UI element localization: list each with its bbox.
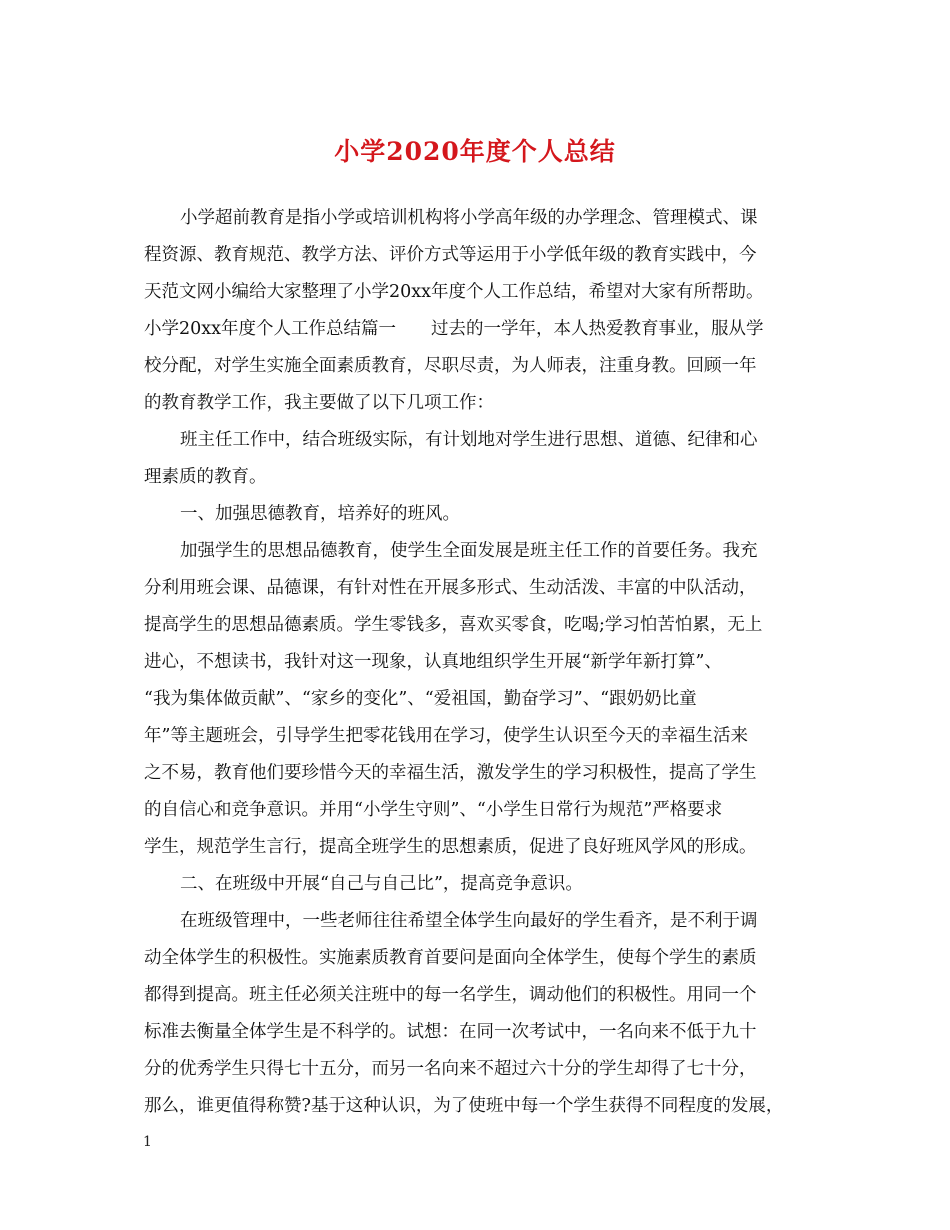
document-body xyxy=(144,200,810,1125)
paragraph-line: 学生，规范学生言行，提高全班学生的思想素质，促进了良好班风学风的形成。 xyxy=(144,837,757,857)
paragraph-line: 的教育教学工作，我主要做了以下几项工作： xyxy=(144,393,494,413)
paragraph-line: 之不易，教育他们要珍惜今天的幸福生活，激发学生的学习积极性，提高了学生 xyxy=(144,763,757,783)
paragraph-line: 加强学生的思想品德教育，使学生全面发展是班主任工作的首要任务。我充 xyxy=(180,541,758,561)
paragraph-line: 的自信心和竞争意识。并用“小学生守则”、“小学生日常行为规范”严格要求 xyxy=(144,800,723,820)
paragraph-line: 程资源、教育规范、教学方法、评价方式等运用于小学低年级的教育实践中，今 xyxy=(144,245,757,265)
paragraph-line: 校分配，对学生实施全面素质教育，尽职尽责，为人师表，注重身教。回顾一年 xyxy=(144,356,757,376)
paragraph-line: 提高学生的思想品德素质。学生零钱多，喜欢买零食，吃喝;学习怕苦怕累，无上 xyxy=(144,615,763,635)
paragraph-line: 小学超前教育是指小学或培训机构将小学高年级的办学理念、管理模式、课 xyxy=(180,208,758,228)
paragraph-line: 标准去衡量全体学生是不科学的。试想：在同一次考试中，一名向来不低于九十 xyxy=(144,1022,757,1042)
paragraph-line: “我为集体做贡献”、“家乡的变化”、“爱祖国，勤奋学习”、“跟奶奶比童 xyxy=(144,689,697,709)
document-title: 小学2020年度个人总结 xyxy=(334,137,616,166)
paragraph-line: 都得到提高。班主任必须关注班中的每一名学生，调动他们的积极性。用同一个 xyxy=(144,985,757,1005)
paragraph-line: 小学20xx年度个人工作总结篇一 过去的一学年，本人热爱教育事业，服从学 xyxy=(144,319,764,339)
paragraph-line: 在班级管理中，一些老师往往希望全体学生向最好的学生看齐，是不利于调 xyxy=(180,911,758,931)
paragraph-line: 理素质的教育。 xyxy=(144,467,267,487)
paragraph-line: 分利用班会课、品德课，有针对性在开展多形式、生动活泼、丰富的中队活动， xyxy=(144,578,757,598)
paragraph-line: 年”等主题班会，引导学生把零花钱用在学习，使学生认识至今天的幸福生活来 xyxy=(144,726,748,746)
page-number: 1 xyxy=(143,1134,152,1150)
paragraph-line: 班主任工作中，结合班级实际，有计划地对学生进行思想、道德、纪律和心 xyxy=(180,430,758,450)
section-heading: 二、在班级中开展“自己与自己比”，提高竞争意识。 xyxy=(180,874,583,894)
paragraph-line: 分的优秀学生只得七十五分，而另一名向来不超过六十分的学生却得了七十分， xyxy=(144,1059,757,1079)
paragraph-line: 那么，谁更值得称赞?基于这种认识，为了使班中每一个学生获得不同程度的发展， xyxy=(144,1096,784,1116)
paragraph-line: 动全体学生的积极性。实施素质教育首要问是面向全体学生，使每个学生的素质 xyxy=(144,948,757,968)
paragraph-line: 进心，不想读书，我针对这一现象，认真地组织学生开展“新学年新打算”、 xyxy=(144,652,722,672)
paragraph-line: 天范文网小编给大家整理了小学20xx年度个人工作总结，希望对大家有所帮助。 xyxy=(144,282,764,302)
section-heading: 一、加强思德教育，培养好的班风。 xyxy=(180,504,460,524)
